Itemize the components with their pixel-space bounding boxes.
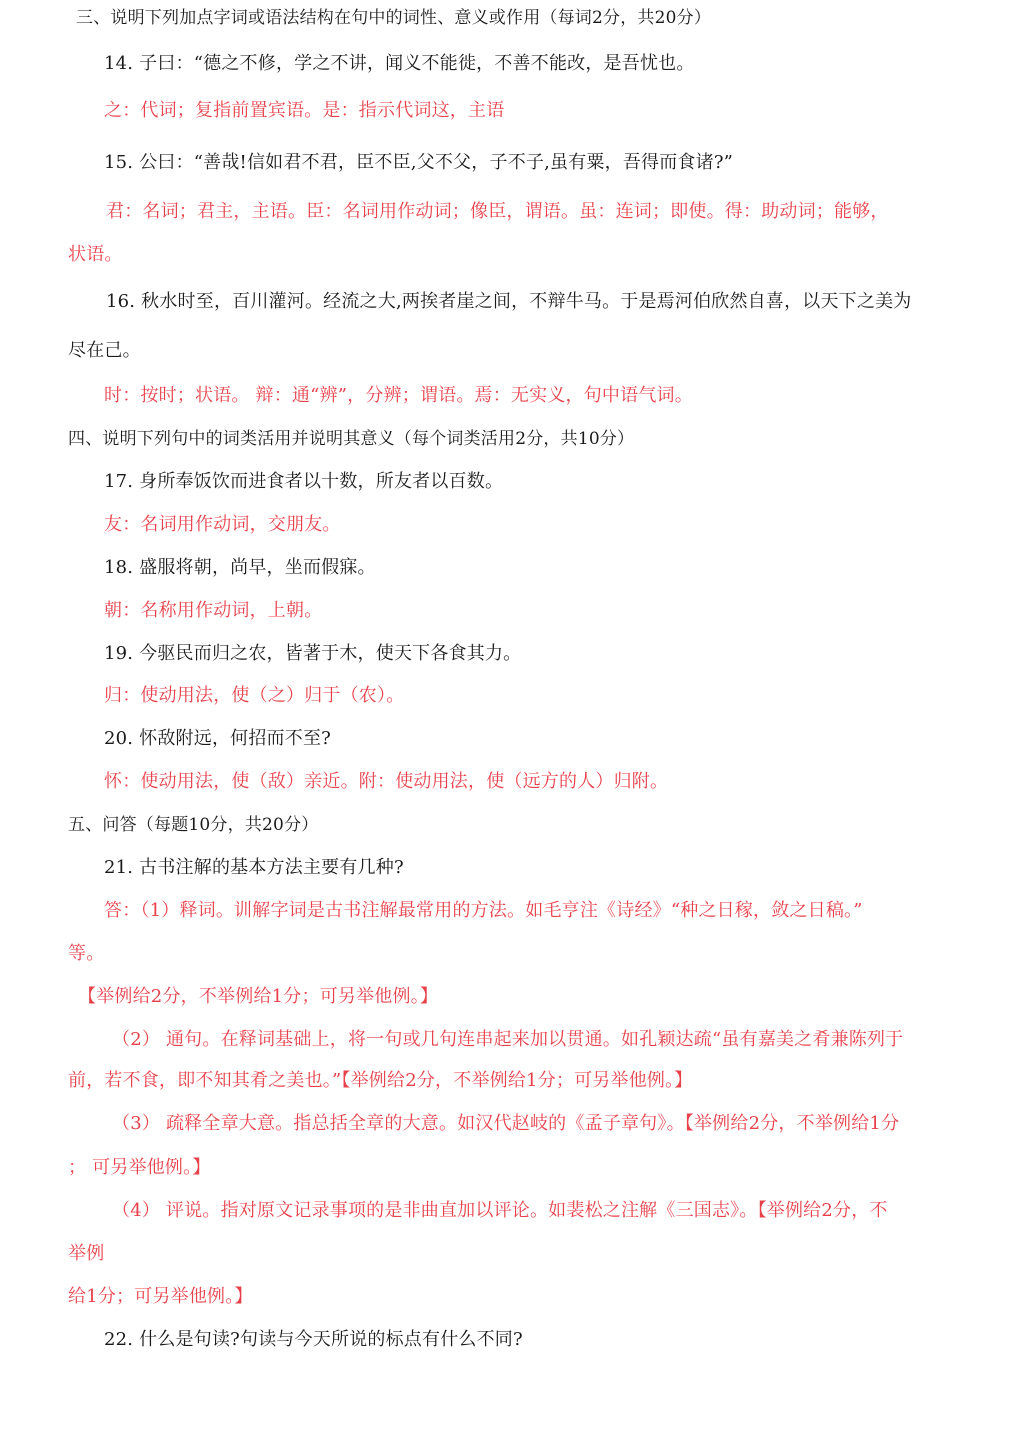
q21-answer2-line2: 前，若不食，即不知其肴之美也。”【举例给2分，不举例给1分；可另举他例。】 [68,1070,693,1091]
q21-answer1-line3: 【举例给2分，不举例给1分；可另举他例。】 [78,986,439,1007]
q21-answer3-line2: ； 可另举他例。】 [68,1157,211,1178]
q22-question: 22. 什么是句读?句读与今天所说的标点有什么不同? [104,1329,523,1350]
section3-heading: 三、说明下列加点字词或语法结构在句中的词性、意义或作用（每词2分，共20分） [76,8,712,28]
q18-question: 18. 盛服将朝，尚早，坐而假寐。 [104,557,376,578]
q15-answer-line1: 君：名词；君主，主语。臣：名词用作动词；像臣，谓语。虽：连词；即使。得：助动词；能够， [106,201,889,222]
section4-heading: 四、说明下列句中的词类活用并说明其意义（每个词类活用2分，共10分） [68,429,635,449]
q17-answer: 友：名词用作动词，交朋友。 [104,514,341,535]
q16-question-line2: 尽在己。 [68,340,141,361]
q20-answer: 怀：使动用法，使（敌）亲近。附：使动用法，使（远方的人）归附。 [104,771,669,792]
q19-question: 19. 今驱民而归之农，皆著于木，使天下各食其力。 [104,643,522,664]
q16-question-line1: 16. 秋水时至，百川灌河。经流之大,两挨者崖之间，不辩牛马。于是焉河伯欣然自喜，以天下之美为 [106,291,912,312]
q17-question: 17. 身所奉饭饮而进食者以十数，所友者以百数。 [104,471,504,492]
q21-question: 21. 古书注解的基本方法主要有几种? [104,857,404,878]
q14-answer: 之：代词；复指前置宾语。是：指示代词这，主语 [104,100,505,121]
q16-answer: 时：按时；状语。 辩：通“辨”，分辨；谓语。焉：无实义，句中语气词。 [104,385,693,406]
q18-answer: 朝：名称用作动词，上朝。 [104,600,323,621]
q21-answer3-line1: （3） 疏释全章大意。指总括全章的大意。如汉代赵岐的《孟子章句》。【举例给2分，不举例给1分 [112,1113,900,1134]
q21-answer4-line2: 举例 [68,1243,105,1264]
q21-answer1-line2: 等。 [68,943,105,964]
q21-answer1-line1: 答：（1）释词。训解字词是古书注解最常用的方法。如毛亨注《诗经》“种之日稼，敛之日稿。” [104,900,863,921]
q21-answer4-line1: （4） 评说。指对原文记录事项的是非曲直加以评论。如裴松之注解《三国志》。【举例给2分，不 [112,1200,888,1221]
q21-answer2-line1: （2） 通句。在释词基础上，将一句或几句连串起来加以贯通。如孔颖达疏“虽有嘉美之肴兼陈列于 [112,1029,904,1050]
section5-heading: 五、问答（每题10分，共20分） [68,815,319,835]
q19-answer: 归：使动用法，使（之）归于（农）。 [104,685,405,706]
q21-answer4-line3: 给1分；可另举他例。】 [68,1286,253,1307]
q20-question: 20. 怀敌附远，何招而不至? [104,728,331,749]
q15-question: 15. 公曰：“善哉!信如君不君，臣不臣,父不父，子不子,虽有粟，吾得而食诸?” [104,152,734,173]
q14-question: 14. 子曰：“德之不修，学之不讲，闻义不能徙，不善不能改，是吾忧也。 [104,53,695,74]
q15-answer-line2: 状语。 [68,244,123,265]
